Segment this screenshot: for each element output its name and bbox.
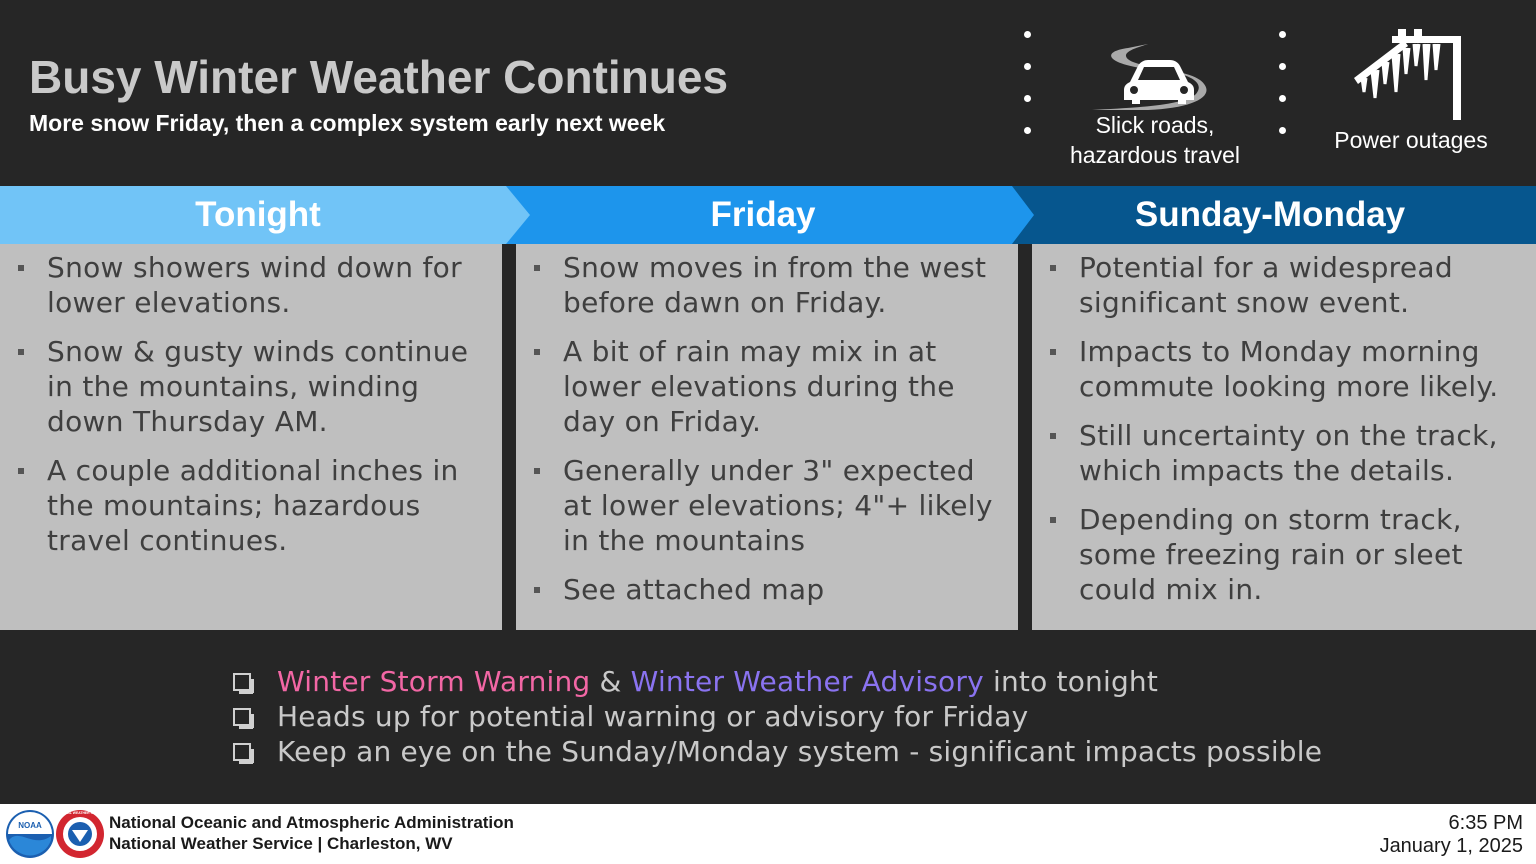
tonight-bullets bbox=[0, 250, 502, 558]
slick-road-car-icon bbox=[1088, 38, 1212, 112]
checkbox-icon bbox=[233, 708, 251, 726]
ampersand-text: & bbox=[590, 665, 631, 698]
agency-line-nws: National Weather Service | Charleston, WV bbox=[109, 834, 453, 853]
tab-sunday-monday: Sunday-Monday bbox=[1134, 195, 1406, 234]
list-item: See attached map bbox=[516, 572, 1018, 607]
column-friday bbox=[516, 244, 1018, 630]
tab-friday: Friday bbox=[710, 195, 816, 234]
column-sunday-monday bbox=[1032, 244, 1536, 630]
issued-timestamp bbox=[1380, 812, 1523, 858]
checklist-item-sunday-monday-text: Keep an eye on the Sunday/Monday system - significant impacts possible bbox=[277, 735, 1323, 768]
checklist-item-current-rest: into tonight bbox=[983, 665, 1159, 698]
winter-weather-advisory-label: Winter Weather Advisory bbox=[630, 665, 984, 698]
checklist-item-sunday-monday bbox=[230, 734, 1322, 769]
nws-logo-icon bbox=[55, 810, 105, 858]
agency-name bbox=[109, 812, 514, 854]
impact-power-outages-line1: Power outages bbox=[1334, 127, 1488, 153]
noaa-logo-icon bbox=[6, 810, 54, 858]
checklist-item-friday-text: Heads up for potential warning or advisory for Friday bbox=[277, 700, 1029, 733]
list-item: Generally under 3" expected at lower elevations; 4"+ likely in the mountains bbox=[516, 453, 1018, 558]
winter-storm-warning-label: Winter Storm Warning bbox=[277, 665, 591, 698]
list-item: A bit of rain may mix in at lower elevations during the day on Friday. bbox=[516, 334, 1018, 439]
friday-bullets bbox=[516, 250, 1018, 607]
issued-date: January 1, 2025 bbox=[1379, 835, 1523, 857]
icy-power-line-icon bbox=[1354, 26, 1464, 120]
list-item: Impacts to Monday morning commute looking more likely. bbox=[1032, 334, 1536, 404]
impact-slick-roads-line2: hazardous travel bbox=[1069, 142, 1241, 168]
alert-checklist bbox=[230, 664, 1322, 769]
checkbox-icon bbox=[233, 743, 251, 761]
column-tonight bbox=[0, 244, 502, 630]
agency-line-noaa: National Oceanic and Atmospheric Administration bbox=[109, 813, 514, 832]
checkbox-icon bbox=[233, 673, 251, 691]
checklist-item-friday bbox=[230, 699, 1322, 734]
checklist-item-current bbox=[230, 664, 1322, 699]
sunday-monday-bullets bbox=[1032, 250, 1536, 607]
list-item: Potential for a widespread significant snow event. bbox=[1032, 250, 1536, 320]
divider-dots-right bbox=[1279, 31, 1289, 159]
page-title: Busy Winter Weather Continues bbox=[29, 51, 729, 103]
list-item: Snow showers wind down for lower elevations. bbox=[0, 250, 502, 320]
list-item: A couple additional inches in the mountains; hazardous travel continues. bbox=[0, 453, 502, 558]
list-item: Snow moves in from the west before dawn on Friday. bbox=[516, 250, 1018, 320]
agency-logos bbox=[5, 808, 105, 860]
list-item: Still uncertainty on the track, which impacts the details. bbox=[1032, 418, 1536, 488]
svg-text:NOAA: NOAA bbox=[18, 821, 42, 830]
tab-tonight: Tonight bbox=[195, 195, 321, 234]
impact-slick-roads-line1: Slick roads, bbox=[1095, 112, 1215, 138]
impact-power-outages bbox=[1306, 125, 1516, 155]
issued-time: 6:35 PM bbox=[1448, 812, 1523, 834]
list-item: Depending on storm track, some freezing rain or sleet could mix in. bbox=[1032, 502, 1536, 607]
svg-text:NATIONAL WEATHER SERVICE: NATIONAL WEATHER SERVICE bbox=[54, 811, 105, 815]
impact-slick-roads bbox=[1048, 110, 1262, 170]
list-item: Snow & gusty winds continue in the mountains, winding down Thursday AM. bbox=[0, 334, 502, 439]
page-subtitle: More snow Friday, then a complex system early next week bbox=[29, 110, 666, 136]
divider-dots-left bbox=[1024, 31, 1034, 159]
